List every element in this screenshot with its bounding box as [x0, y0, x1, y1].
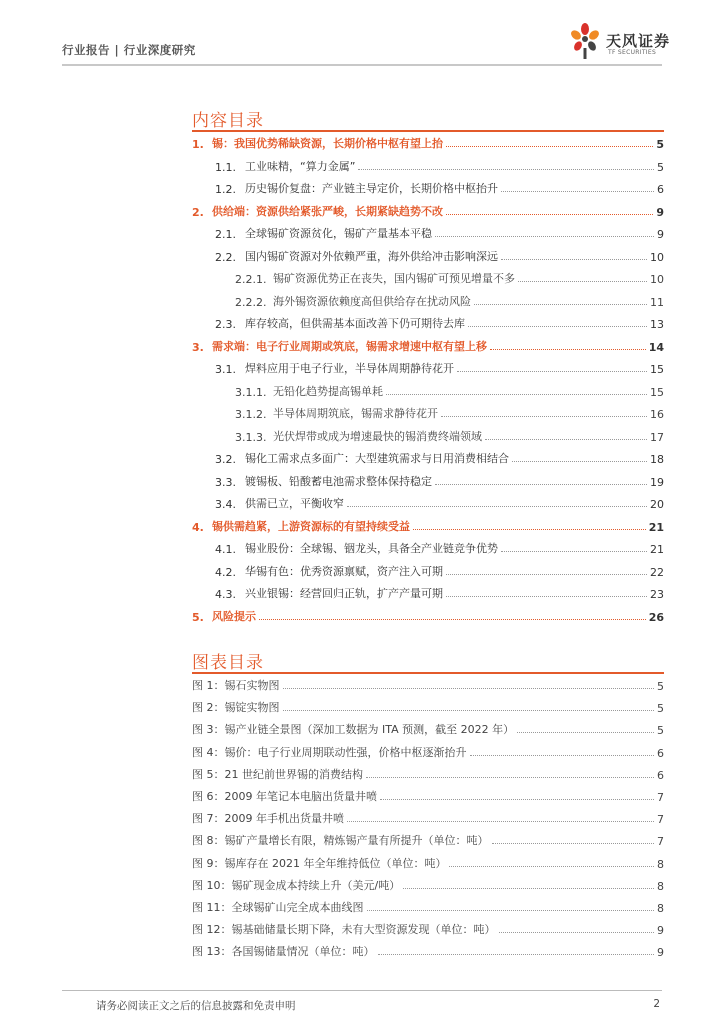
toc-item-title: 全球锡矿资源贫化，锡矿产量基本平稳 [245, 227, 432, 240]
toc-item-title: 历史锡价复盘：产业链主导定价，长期价格中枢抬升 [245, 182, 498, 195]
toc-item-number: 2.1. [215, 228, 236, 241]
toc-item-number: 3.1.3. [235, 430, 267, 444]
figure-item-title: 图 9：锡库存在 2021 年全年维持低位（单位：吨） [192, 856, 447, 870]
figure-leader-dots [367, 910, 655, 911]
figure-leader-dots [517, 732, 654, 733]
toc-leader-dots [512, 461, 647, 462]
figure-item-title: 图 13：各国锡储量情况（单位：吨） [192, 945, 375, 959]
toc-leader-dots [474, 304, 647, 305]
toc-item-number: 3.2. [215, 453, 236, 466]
toc-leader-dots [441, 416, 647, 417]
toc-item-title: 供需已立，平衡收窄 [245, 497, 344, 510]
toc-item-number: 1.2. [215, 183, 236, 196]
toc-item-title: 国内锡矿资源对外依赖严重，海外供给冲击影响深远 [245, 249, 498, 263]
toc-item[interactable] [192, 514, 664, 534]
toc-item-number: 1.1. [215, 160, 236, 174]
figure-item-page: 5 [657, 680, 664, 693]
toc-item-page: 11 [650, 295, 664, 309]
toc-leader-dots [386, 394, 647, 395]
figure-item-page: 6 [657, 746, 664, 760]
figure-leader-dots [492, 843, 655, 844]
toc-item[interactable] [215, 581, 664, 601]
figure-item-page: 8 [657, 902, 664, 915]
toc-item-number: 2.2.2. [235, 295, 267, 309]
figure-item-title: 图 3：锡产业链全景图（深加工数据为 ITA 预测，截至 2022 年） [192, 723, 515, 737]
toc-item-title: 光伏焊带或成为增速最快的锡消费终端领域 [273, 429, 482, 443]
toc-item[interactable] [235, 424, 664, 444]
toc-leader-dots [457, 371, 647, 372]
toc-item-page: 26 [648, 610, 664, 624]
toc-item[interactable] [235, 289, 664, 309]
toc-leader-dots [501, 259, 647, 260]
figure-item[interactable] [192, 762, 664, 782]
toc-item[interactable] [192, 334, 664, 354]
page-number: 2 [653, 998, 660, 1010]
toc-item[interactable] [215, 491, 664, 511]
toc-item-page: 17 [650, 430, 664, 444]
toc-item-page: 16 [650, 408, 664, 421]
toc-title: 内容目录 [192, 111, 264, 131]
figure-item-page: 9 [657, 924, 664, 938]
toc-leader-dots [446, 574, 647, 575]
toc-item[interactable] [215, 311, 664, 331]
figure-leader-dots [403, 888, 654, 889]
toc-leader-dots [501, 551, 647, 552]
toc-item-page: 22 [650, 565, 664, 579]
toc-item-number: 2.2. [215, 250, 236, 264]
figure-item[interactable] [192, 784, 664, 804]
toc-item[interactable] [215, 154, 664, 174]
figure-item-title: 图 11：全球锡矿山完全成本曲线图 [192, 901, 364, 914]
figure-item-page: 5 [657, 724, 664, 738]
toc-item-title: 锡供需趋紧，上游资源标的有望持续受益 [212, 519, 410, 533]
figure-leader-dots [347, 821, 654, 822]
toc-item-number: 2.3. [215, 318, 236, 331]
figure-item-title: 图 4：锡价：电子行业周期联动性强，价格中枢逐渐抬升 [192, 745, 467, 759]
toc-item-number: 3.1.2. [235, 408, 267, 421]
figure-leader-dots [380, 799, 654, 800]
figure-leader-dots [283, 710, 655, 711]
toc-leader-dots [485, 439, 647, 440]
figure-item-title: 图 1：锡石实物图 [192, 679, 280, 692]
figure-item[interactable] [192, 695, 664, 715]
toc-item-number: 1. [192, 138, 204, 151]
toc-leader-dots [468, 326, 647, 327]
figure-item[interactable] [192, 873, 664, 893]
toc-item-number: 2.2.1. [235, 273, 267, 286]
figure-leader-dots [283, 688, 655, 689]
figure-leader-dots [470, 755, 655, 756]
toc-item[interactable] [192, 604, 664, 624]
toc-leader-dots [490, 349, 646, 350]
toc-item-page: 5 [656, 138, 664, 151]
toc-item-number: 3. [192, 340, 204, 354]
toc-item-page: 13 [650, 318, 664, 331]
toc-item-number: 3.1. [215, 363, 236, 376]
toc-item-page: 9 [657, 228, 664, 241]
toc-item-number: 3.3. [215, 475, 236, 489]
toc-item[interactable] [235, 379, 664, 399]
toc-item[interactable] [215, 446, 664, 466]
toc-item-title: 兴业银锡：经营回归正轨，扩产产量可期 [245, 587, 443, 600]
toc-item-title: 焊料应用于电子行业，半导体周期静待花开 [245, 362, 454, 375]
toc-leader-dots [518, 281, 647, 282]
toc-item[interactable] [215, 221, 664, 241]
figure-item-page: 5 [657, 702, 664, 716]
toc-item[interactable] [215, 356, 664, 376]
figure-item[interactable] [192, 851, 664, 871]
figure-leader-dots [449, 866, 654, 867]
toc-item-page: 23 [650, 588, 664, 601]
figure-item-page: 7 [657, 813, 664, 827]
footer-disclaimer: 请务必阅读正文之后的信息披露和免责申明 [96, 1000, 296, 1012]
header-divider [62, 64, 662, 66]
toc-item-page: 20 [650, 498, 664, 511]
toc-leader-dots [446, 214, 653, 215]
toc-leader-dots [413, 529, 646, 530]
toc-item-number: 3.1.1. [235, 385, 267, 399]
figure-item[interactable] [192, 806, 664, 826]
toc-item-page: 10 [650, 273, 664, 286]
logo-text-en: TF SECURITIES [608, 49, 657, 56]
toc-leader-dots [446, 596, 647, 597]
toc-item[interactable] [235, 266, 664, 286]
toc-item-title: 华锡有色：优秀资源禀赋，资产注入可期 [245, 564, 443, 578]
figure-leader-dots [378, 954, 655, 955]
toc-item-title: 锡化工需求点多面广：大型建筑需求与日用消费相结合 [245, 452, 509, 465]
figures-title: 图表目录 [192, 653, 264, 673]
toc-item-page: 19 [650, 475, 664, 489]
toc-item-title: 半导体周期筑底，锡需求静待花开 [273, 407, 438, 420]
toc-item-title: 海外锡资源依赖度高但供给存在扰动风险 [273, 294, 471, 308]
toc-item[interactable] [215, 244, 664, 264]
toc-item-title: 需求端：电子行业周期或筑底，锡需求增速中枢有望上移 [212, 339, 487, 353]
toc-item[interactable] [235, 401, 664, 421]
toc-item[interactable] [215, 469, 664, 489]
toc-leader-dots [435, 484, 647, 485]
toc-item-title: 锡：我国优势稀缺资源，长期价格中枢有望上抬 [212, 137, 443, 150]
toc-item-number: 3.4. [215, 498, 236, 511]
toc-item[interactable] [215, 176, 664, 196]
toc-item-title: 镀锡板、铅酸蓄电池需求整体保持稳定 [245, 474, 432, 488]
footer-divider [62, 990, 662, 991]
toc-item-page: 14 [648, 340, 664, 354]
toc-leader-dots [435, 236, 654, 237]
toc-leader-dots [446, 146, 653, 147]
toc-item[interactable] [192, 131, 664, 151]
logo-text-cn: 天风证券 [606, 32, 671, 50]
figure-item[interactable] [192, 828, 664, 848]
toc-item-page: 10 [650, 250, 664, 264]
toc-item-title: 锡矿资源优势正在丧失，国内锡矿可预见增量不多 [273, 272, 515, 285]
figure-item-page: 8 [657, 857, 664, 871]
toc-leader-dots [259, 619, 646, 620]
toc-item-page: 18 [650, 453, 664, 466]
toc-item-page: 15 [650, 385, 664, 399]
figure-item[interactable] [192, 939, 664, 959]
toc-item-title: 锡业股份：全球锡、铟龙头，具备全产业链竞争优势 [245, 542, 498, 555]
figure-item-page: 6 [657, 768, 664, 782]
toc-item[interactable] [215, 536, 664, 556]
company-logo [568, 22, 678, 62]
toc-item-title: 库存较高，但供需基本面改善下仍可期待去库 [245, 317, 465, 330]
toc-item[interactable] [192, 199, 664, 219]
figure-item-title: 图 5：21 世纪前世界锡的消费结构 [192, 767, 363, 781]
figure-item[interactable] [192, 673, 664, 693]
toc-item-page: 9 [656, 205, 664, 219]
figure-item-title: 图 12：锡基础储量长期下降，未有大型资源发现（单位：吨） [192, 923, 496, 937]
figure-item[interactable] [192, 740, 664, 760]
figure-item-title: 图 7：2009 年手机出货量井喷 [192, 812, 344, 826]
figure-item[interactable] [192, 917, 664, 937]
toc-item-page: 21 [650, 543, 664, 556]
toc-item-number: 4. [192, 520, 204, 534]
toc-item-number: 2. [192, 205, 204, 219]
figure-item-title: 图 10：锡矿现金成本持续上升（美元/吨） [192, 878, 401, 892]
toc-item-number: 4.2. [215, 565, 236, 579]
toc-item-page: 15 [650, 363, 664, 376]
toc-item-title: 工业味精，“算力金属” [245, 159, 356, 173]
figure-item-page: 9 [657, 946, 664, 960]
toc-leader-dots [358, 169, 654, 170]
toc-item-number: 4.3. [215, 588, 236, 601]
toc-item[interactable] [215, 559, 664, 579]
figure-item[interactable] [192, 895, 664, 915]
toc-item-title: 风险提示 [212, 609, 256, 623]
toc-item-page: 5 [657, 160, 664, 174]
flower-logo-icon [568, 22, 602, 60]
figure-leader-dots [499, 932, 655, 933]
toc-item-page: 6 [657, 183, 664, 196]
toc-item-number: 4.1. [215, 543, 236, 556]
report-category: 行业报告 | 行业深度研究 [62, 43, 196, 57]
figure-item-title: 图 2：锡锭实物图 [192, 701, 280, 715]
figure-item[interactable] [192, 717, 664, 737]
toc-item-title: 供给端：资源供给紧张严峻，长期紧缺趋势不改 [212, 204, 443, 218]
figure-item-page: 8 [657, 879, 664, 893]
toc-leader-dots [501, 191, 654, 192]
toc-leader-dots [347, 506, 647, 507]
figure-leader-dots [366, 777, 654, 778]
toc-item-number: 5. [192, 610, 204, 624]
figure-item-title: 图 8：锡矿产量增长有限，精炼锡产量有所提升（单位：吨） [192, 834, 489, 848]
figure-item-page: 7 [657, 835, 664, 849]
figure-item-title: 图 6：2009 年笔记本电脑出货量井喷 [192, 790, 377, 803]
toc-item-page: 21 [648, 520, 664, 534]
toc-item-title: 无铅化趋势提高锡单耗 [273, 384, 383, 398]
figure-item-page: 7 [657, 791, 664, 804]
